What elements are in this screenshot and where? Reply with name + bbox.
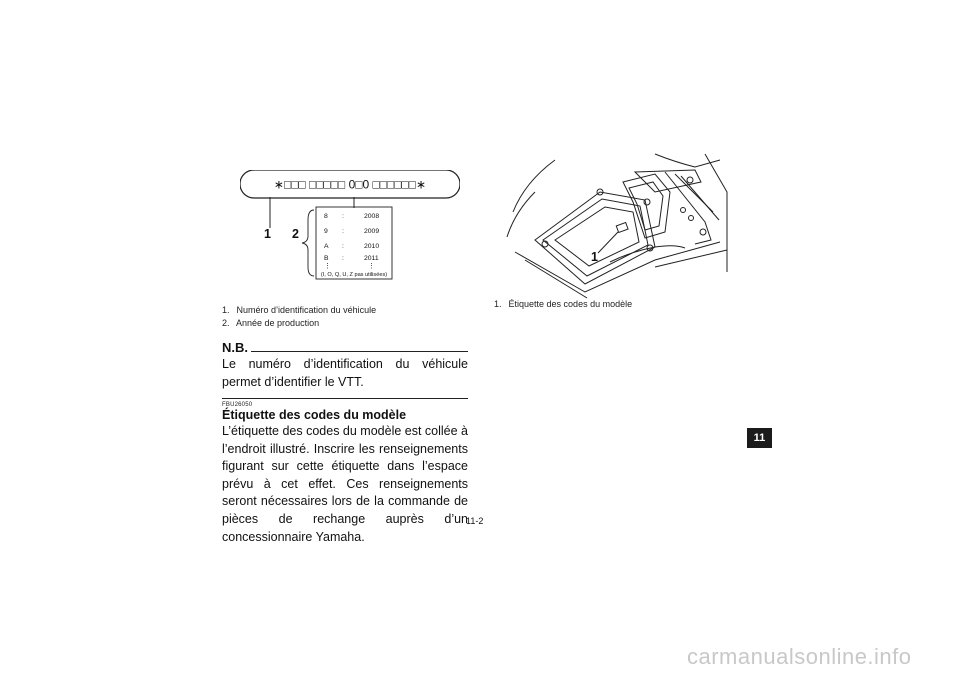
label-figure-caption (494, 298, 734, 311)
year-value: 2010 (364, 243, 380, 250)
year-sep: : (342, 243, 344, 250)
caption-item (222, 317, 462, 330)
caption-text: Année de production (236, 318, 320, 328)
model-label-illustration (505, 152, 730, 300)
note-text: Le numéro d’identification du véhicule permet d’identifier le VTT. (222, 357, 468, 389)
year-code: A (324, 243, 329, 250)
note-rule (251, 351, 468, 352)
frame-rail-left (513, 160, 555, 212)
section-title: Étiquette des codes du modèle (222, 408, 407, 422)
chapter-tab: 11 (747, 428, 772, 448)
caption-number: 2. (222, 318, 230, 328)
section-block (222, 402, 468, 546)
callout-1-label: 1 (264, 227, 271, 241)
page-number: 11-2 (466, 516, 484, 526)
watermark: carmanualsonline.info (687, 644, 912, 669)
year-code: B (324, 255, 329, 262)
year-sep: : (342, 213, 344, 220)
note-bottom-rule (222, 398, 468, 399)
note-block (222, 340, 468, 399)
continuation-mark: ⋮ (324, 263, 331, 270)
section-body: L’étiquette des codes du modèle est collée à l’endroit illustré. Inscrire les renseignements figurant sur cette étiquette dans l’espace prévu à cet effet. Ces renseignements seront nécessaires lors de la commande de pièces de rechange auprès d’un concessionnaire Yamaha. (222, 424, 469, 544)
continuation-mark: ⋮ (368, 263, 375, 270)
year-code-note: (I, O, Q, U, Z pas utilisées) (320, 272, 388, 278)
note-title: N.B. (222, 340, 248, 355)
year-value: 2011 (364, 255, 379, 262)
caption-text: Étiquette des codes du modèle (508, 299, 633, 309)
brace (302, 210, 314, 276)
caption-number: 1. (494, 299, 502, 309)
year-value: 2009 (364, 228, 380, 235)
vin-string: ∗□□□ □□□□□ 0□0 □□□□□□∗ (273, 177, 427, 192)
model-code-label (616, 222, 628, 232)
year-value: 2008 (364, 213, 380, 220)
vin-diagram (240, 170, 460, 285)
section-code: FBU26050 (222, 402, 253, 408)
caption-text: Numéro d’identification du véhicule (236, 305, 377, 315)
year-code: 8 (324, 213, 328, 220)
year-sep: : (342, 255, 344, 262)
callout-2-label: 2 (292, 227, 299, 241)
year-code: 9 (324, 228, 328, 235)
vin-figure-captions (222, 304, 462, 330)
year-sep: : (342, 228, 344, 235)
caption-number: 1. (222, 305, 230, 315)
label-leader (598, 232, 618, 253)
label-callout: 1 (591, 250, 598, 264)
caption-item (222, 304, 462, 317)
